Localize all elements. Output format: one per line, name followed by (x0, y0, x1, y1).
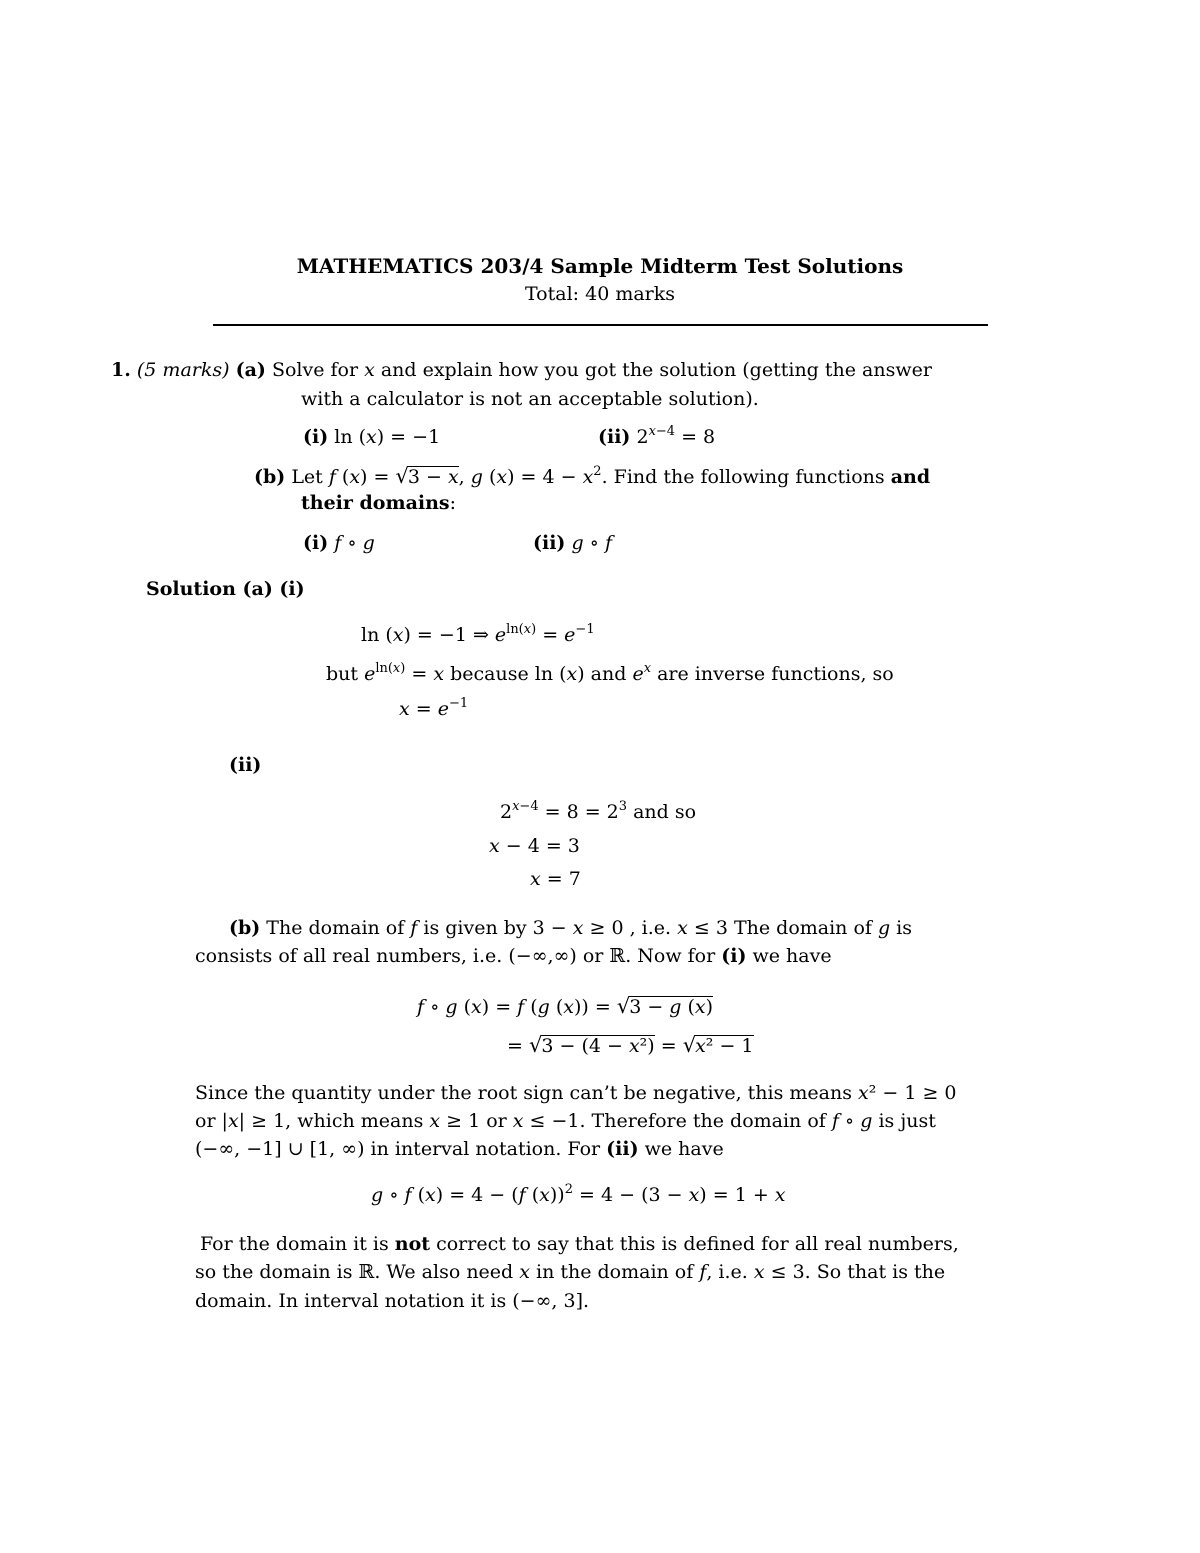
sol-b-p3-line-1 (200, 1235, 959, 1254)
part-b-find: . Find the following functions (601, 466, 891, 488)
sol-b-p3-line-2: so the domain is ℝ. We also need 𝑥 in the domain of 𝑓, i.e. 𝑥 ≤ 3. So that is the (195, 1261, 946, 1283)
sol-a-i-line-3 (399, 696, 469, 720)
part-a-i (303, 428, 440, 447)
part-a-text: Solve for 𝑥 and explain how you got the solution (getting the answer (271, 359, 932, 381)
sol-a-ii-line-3: 𝑥 = 7 (530, 868, 581, 890)
part-b-let: Let 𝑓 (𝑥) = (291, 466, 396, 488)
question-marks: (5 marks) (136, 359, 230, 381)
part-b-label: (b) (254, 466, 286, 488)
header-rule (213, 324, 988, 326)
sol-b-eq-3 (371, 1182, 786, 1206)
part-a-text-cont: with a calculator is not an acceptable solution). (301, 388, 759, 410)
sol-a-ii-l1-sup: 𝑥−4 (512, 799, 539, 814)
sol-a-ii-l1-sup2: 3 (618, 799, 628, 814)
sqrt-sign: √ (395, 464, 409, 488)
sol-b-label: (b) (229, 917, 261, 939)
part-b-ii (533, 534, 612, 553)
sol-b-eq2-text: = (507, 1035, 529, 1057)
sol-a-i-l3-text: 𝑥 = 𝑒 (399, 698, 449, 720)
part-b-ii-expr: 𝑔 ∘ 𝑓 (571, 532, 613, 554)
sol-a-i-l2-text-b: = 𝑥 because ln (𝑥) and 𝑒 (405, 663, 644, 685)
sol-b-eq-2 (507, 1035, 754, 1056)
sol-b-p1-i: (i) (721, 945, 747, 967)
sol-b-eq1-radicand: 3 − 𝑔 (𝑥) (629, 996, 714, 1018)
part-b-line-2 (301, 494, 456, 513)
solution-heading: Solution (a) (i) (146, 578, 305, 600)
part-a-ii (598, 424, 716, 448)
sol-a-i-line-2 (326, 661, 894, 685)
part-b-i-label: (i) (303, 532, 329, 554)
part-b-g: , 𝑔 (𝑥) = 4 − 𝑥 (458, 466, 594, 488)
sqrt-sign: √ (682, 1033, 697, 1057)
sol-b-eq2-radicand-2: 𝑥² − 1 (695, 1035, 754, 1057)
sol-b-p3-not: not (394, 1233, 431, 1255)
sol-a-i-line-1 (361, 622, 595, 646)
part-b-colon: : (449, 492, 457, 514)
sol-a-i-l1-sup2: −1 (575, 622, 595, 637)
sol-a-i-l1-sup: ln(𝑥) (506, 622, 537, 637)
sol-b-line-2 (195, 947, 832, 966)
sol-a-ii-line-1 (500, 799, 697, 823)
sol-b-p2-line-1: Since the quantity under the root sign can’t be negative, this means 𝑥² − 1 ≥ 0 (195, 1082, 957, 1104)
part-b-domains: their domains (301, 492, 450, 514)
sol-b-eq1-text: 𝑓 ∘ 𝑔 (𝑥) = 𝑓 (𝑔 (𝑥)) = (417, 996, 617, 1018)
part-a-ii-label: (ii) (598, 426, 631, 448)
part-b-radicand: 3 − 𝑥 (407, 466, 459, 488)
sol-b-p3-l1-text: For the domain it is (200, 1233, 395, 1255)
sol-b-p2-line-2: or |𝑥| ≥ 1, which means 𝑥 ≥ 1 or 𝑥 ≤ −1. Therefore the domain of 𝑓 ∘ 𝑔 is just (195, 1110, 936, 1132)
part-b-line (254, 466, 930, 487)
part-b-and: and (890, 466, 931, 488)
question-number: 1. (111, 359, 131, 381)
part-b-i (303, 534, 375, 553)
question-1-line-a (111, 361, 932, 380)
sol-b-eq-1 (417, 996, 713, 1017)
sol-a-i-l2-text-c: are inverse functions, so (651, 663, 894, 685)
sol-a-i-l1-text: ln (𝑥) = −1 ⇒ 𝑒 (361, 624, 507, 646)
part-a-i-expr: ln (𝑥) = −1 (334, 426, 441, 448)
sol-a-ii-l1-text-c: and so (627, 801, 697, 823)
sol-a-i-l3-sup: −1 (448, 696, 469, 711)
part-a-ii-base: 2 (636, 426, 649, 448)
sol-b-p3-l1-text-b: correct to say that this is defined for all real numbers, (430, 1233, 959, 1255)
sol-b-eq3-sup: 2 (564, 1182, 573, 1197)
sol-a-i-l1-text-b: = 𝑒 (536, 624, 576, 646)
sqrt-sign: √ (528, 1033, 543, 1057)
sol-b-eq3-text: 𝑔 ∘ 𝑓 (𝑥) = 4 − (𝑓 (𝑥)) (371, 1184, 565, 1206)
sol-b-line-1 (229, 919, 912, 938)
sol-b-eq2-radicand-1: 3 − (4 − 𝑥²) (541, 1035, 655, 1057)
sol-a-ii-l1-text: 2 (500, 801, 513, 823)
part-a-i-label: (i) (303, 426, 329, 448)
part-a-label: (a) (235, 359, 266, 381)
sol-b-p2-l3-text-b: we have (638, 1138, 724, 1160)
sol-a-i-l2-sup2: 𝑥 (643, 661, 652, 676)
total-marks: Total: 40 marks (524, 283, 676, 305)
sol-a-ii-line-2: 𝑥 − 4 = 3 (489, 835, 580, 857)
sol-b-p1-text-c: we have (746, 945, 832, 967)
sol-a-ii-l1-text-b: = 8 = 2 (538, 801, 619, 823)
page-title: MATHEMATICS 203/4 Sample Midterm Test Solutions (296, 254, 904, 278)
sqrt-sign: √ (616, 994, 631, 1018)
part-b-ii-label: (ii) (533, 532, 566, 554)
sol-b-p2-l3-text: (−∞, −1] ∪ [1, ∞) in interval notation. For (195, 1138, 607, 1160)
sol-b-p2-l3-ii: (ii) (606, 1138, 639, 1160)
sol-b-p3-line-3: domain. In interval notation it is (−∞, 3]. (195, 1290, 590, 1312)
sol-b-eq3-text-b: = 4 − (3 − 𝑥) = 1 + 𝑥 (572, 1184, 786, 1206)
part-a-ii-exp: 𝑥−4 (648, 424, 676, 439)
sol-b-p1-text-b: consists of all real numbers, i.e. (−∞,∞) or ℝ. Now for (195, 945, 722, 967)
part-a-ii-rest: = 8 (675, 426, 716, 448)
part-b-i-expr: 𝑓 ∘ 𝑔 (334, 532, 375, 554)
sol-b-p2-line-3 (195, 1140, 724, 1159)
sol-a-i-l2-text: but 𝑒 (326, 663, 376, 685)
sol-a-i-l2-sup: ln(𝑥) (375, 661, 406, 676)
sol-b-p1-text: The domain of 𝑓 is given by 3 − 𝑥 ≥ 0 , i.e. 𝑥 ≤ 3 The domain of 𝑔 is (260, 917, 912, 939)
sol-a-ii-heading: (ii) (229, 754, 262, 776)
sol-b-eq2-text-b: = (654, 1035, 683, 1057)
part-b-g-sup: 2 (593, 464, 602, 479)
